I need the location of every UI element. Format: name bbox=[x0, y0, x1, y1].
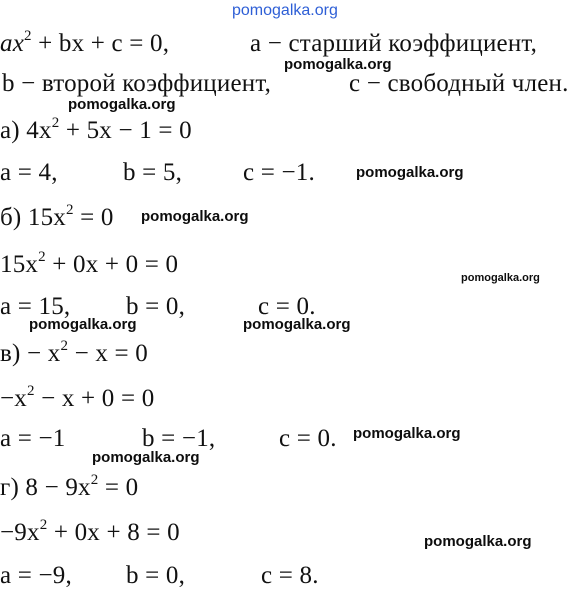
part-a-eq-post: + 5x − 1 = 0 bbox=[59, 117, 192, 144]
general-equation-exponent: 2 bbox=[24, 27, 32, 44]
part-b-label: б) bbox=[0, 204, 22, 231]
part-v-standard-form bbox=[0, 384, 154, 414]
part-v-label: в) bbox=[0, 340, 21, 367]
part-g-coef-b: b = 0, bbox=[126, 562, 186, 589]
part-g-standard-form bbox=[0, 518, 180, 548]
watermark-9: pomogalka.org bbox=[92, 449, 200, 466]
watermark-6: pomogalka.org bbox=[29, 316, 137, 333]
part-b-eq-post: = 0 bbox=[73, 204, 114, 231]
watermark-4: pomogalka.org bbox=[141, 208, 249, 225]
part-v-coef-c: c = 0. bbox=[279, 425, 337, 452]
part-a-eq-pre: 4x bbox=[19, 117, 52, 144]
part-v-coef-b: b = −1, bbox=[142, 425, 216, 452]
part-v-std-post: − x + 0 = 0 bbox=[34, 385, 155, 412]
watermark-7: pomogalka.org bbox=[243, 316, 351, 333]
part-b-equation bbox=[0, 203, 114, 233]
part-a-eq-exp: 2 bbox=[51, 114, 60, 131]
part-b-std-pre: 15x bbox=[0, 251, 39, 278]
watermark-top: pomogalka.org bbox=[232, 2, 338, 19]
part-b-coef-a: a = 15, bbox=[0, 293, 71, 320]
general-equation-rest: + bx + c = 0, bbox=[31, 30, 170, 57]
general-equation-lhs: ax bbox=[0, 30, 24, 57]
part-v-std-exp: 2 bbox=[27, 382, 35, 399]
watermark-8: pomogalka.org bbox=[353, 425, 461, 442]
part-a-equation bbox=[0, 116, 192, 146]
a-description: a − старший коэффициент, bbox=[250, 30, 538, 57]
watermark-2: pomogalka.org bbox=[68, 96, 176, 113]
part-v-eq-exp: 2 bbox=[60, 337, 69, 354]
part-v-eq-pre: − x bbox=[20, 340, 61, 367]
part-b-coef-b: b = 0, bbox=[126, 293, 186, 320]
part-g-equation bbox=[0, 473, 138, 503]
watermark-1: pomogalka.org bbox=[284, 56, 392, 73]
part-g-std-post: + 0x + 8 = 0 bbox=[47, 519, 180, 546]
part-b-standard-form bbox=[0, 250, 178, 280]
part-a-coef-c: c = −1. bbox=[243, 159, 315, 186]
part-g-eq-pre: 8 − 9x bbox=[18, 474, 91, 501]
part-b-std-post: + 0x + 0 = 0 bbox=[45, 251, 179, 278]
part-v-equation bbox=[0, 339, 148, 369]
watermark-5: pomogalka.org bbox=[461, 272, 540, 284]
b-description: b − второй коэффициент, bbox=[2, 70, 272, 97]
part-g-eq-post: = 0 bbox=[98, 474, 139, 501]
part-a-coef-a: a = 4, bbox=[0, 159, 58, 186]
part-a-label: а) bbox=[0, 117, 20, 144]
part-b-std-exp: 2 bbox=[38, 248, 46, 265]
part-b-eq-pre: 15x bbox=[21, 204, 67, 231]
part-v-std-pre: −x bbox=[0, 385, 27, 412]
part-g-std-pre: −9x bbox=[0, 519, 40, 546]
general-equation bbox=[0, 29, 169, 59]
c-description: c − свободный член. bbox=[349, 70, 569, 97]
part-g-eq-exp: 2 bbox=[90, 471, 99, 488]
watermark-10: pomogalka.org bbox=[424, 533, 532, 550]
part-g-std-exp: 2 bbox=[39, 516, 48, 533]
watermark-3: pomogalka.org bbox=[356, 164, 464, 181]
part-g-label: г) bbox=[0, 474, 19, 501]
part-v-coef-a: a = −1 bbox=[0, 425, 66, 452]
part-b-eq-exp: 2 bbox=[66, 201, 74, 218]
part-g-coef-a: a = −9, bbox=[0, 562, 72, 589]
part-a-coef-b: b = 5, bbox=[123, 159, 183, 186]
part-v-eq-post: − x = 0 bbox=[68, 340, 148, 367]
part-g-coef-c: c = 8. bbox=[261, 562, 319, 589]
part-b-coef-c: c = 0. bbox=[258, 293, 316, 320]
